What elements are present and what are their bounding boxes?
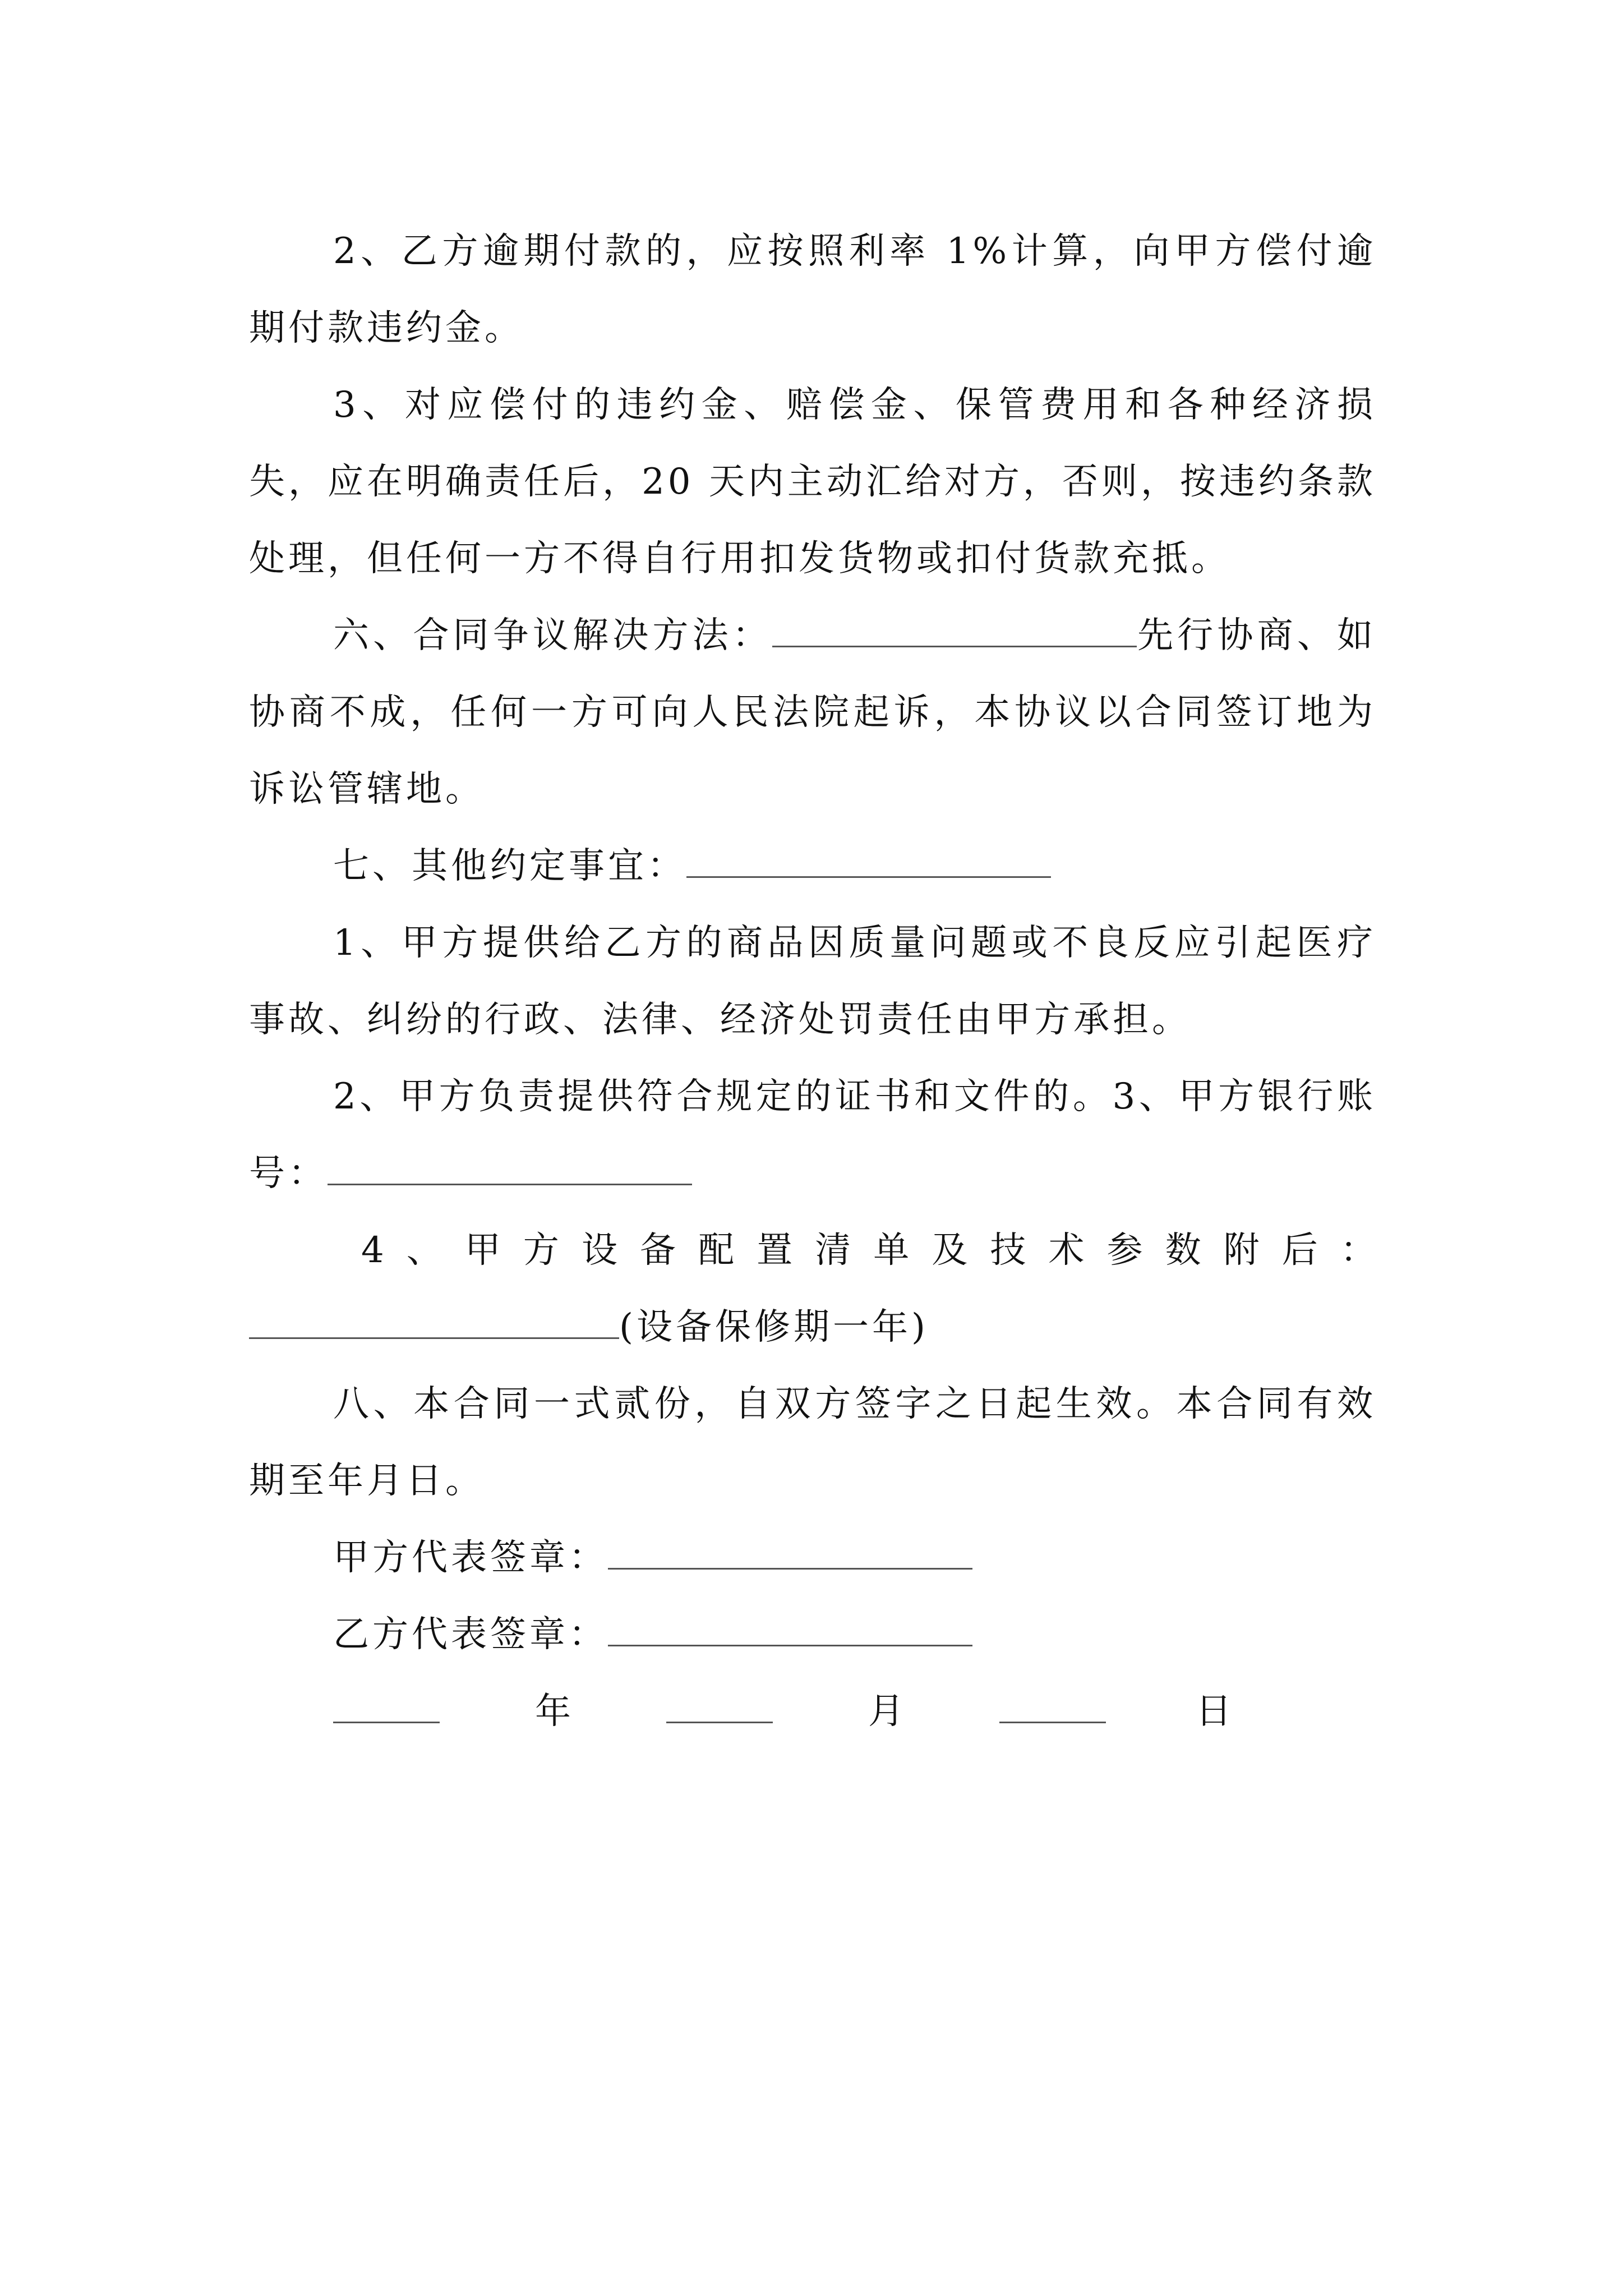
month-label: 月 [868,1691,904,1732]
equipment-list-char: 、 [406,1230,442,1271]
clause-certificates-bank [249,1059,1376,1212]
signature-party-a-label: 甲方代表签章： [333,1537,608,1579]
equipment-list-char: 置 [757,1230,793,1271]
equipment-list-char: 配 [698,1230,735,1271]
equipment-list-char: 设 [581,1230,617,1271]
dispute-blank [772,618,1137,647]
equipment-list-char: 甲 [464,1230,501,1271]
clause-equipment-list [249,1212,1376,1366]
equipment-list-char: 备 [640,1230,676,1271]
date-line [249,1673,1376,1750]
equipment-list-char: 方 [523,1230,559,1271]
year-blank [333,1694,440,1723]
clause-compensation: 3、对应偿付的违约金、赔偿金、保管费用和各种经济损失，应在明确责任后，20 天内主动汇给对方，否则，按违约条款处理，但任何一方不得自行用扣发货物或扣付货款充抵。 [249,384,1376,579]
other-matters-label: 七、其他约定事宜： [333,845,686,887]
signature-party-a-blank [608,1540,972,1570]
clause-other-matters [249,828,1376,905]
warranty-text: (设备保修期一年) [619,1306,929,1348]
month-blank [666,1694,773,1723]
signature-party-b-blank [608,1617,972,1646]
certificates-bank-text: 2、甲方负责提供符合规定的证书和文件的。3、甲方银行账号： [249,1076,1376,1194]
equipment-list-char: ： [1340,1230,1376,1271]
signature-party-b [249,1596,1376,1673]
equipment-list-char: 4 [361,1230,384,1271]
clause-quality-liability: 1、甲方提供给乙方的商品因质量问题或不良反应引起医疗事故、纠纷的行政、法律、经济处罚责任由甲方承担。 [249,922,1376,1041]
clause-late-payment: 2、乙方逾期付款的，应按照利率 1%计算，向甲方偿付逾期付款违约金。 [249,231,1376,349]
dispute-label: 六、合同争议解决方法： [333,615,772,656]
equipment-list-char: 技 [990,1230,1026,1271]
year-label: 年 [535,1691,571,1732]
equipment-list-char: 参 [1106,1230,1143,1271]
day-label: 日 [1196,1691,1232,1732]
clause-copies-validity: 八、本合同一式贰份，自双方签字之日起生效。本合同有效期至年月日。 [249,1383,1376,1502]
equipment-list-char: 后 [1281,1230,1318,1271]
bank-account-blank [328,1156,692,1185]
equipment-list-char: 术 [1048,1230,1085,1271]
signature-party-a [249,1520,1376,1596]
equipment-list-line [249,1212,1376,1289]
equipment-list-char: 数 [1165,1230,1201,1271]
equipment-list-char: 单 [873,1230,910,1271]
equipment-list-char: 清 [815,1230,851,1271]
document-body [249,213,1376,1750]
clause-dispute-resolution [249,597,1376,828]
equipment-list-char: 及 [932,1230,968,1271]
other-matters-blank [686,848,1051,878]
dispute-text: 先行协商、如协商不成，任何一方可向人民法院起诉，本协议以合同签订地为诉讼管辖地。 [249,615,1377,810]
equipment-list-char: 附 [1223,1230,1260,1271]
equipment-list-blank [249,1309,619,1339]
day-blank [999,1694,1106,1723]
signature-party-b-label: 乙方代表签章： [333,1614,608,1655]
